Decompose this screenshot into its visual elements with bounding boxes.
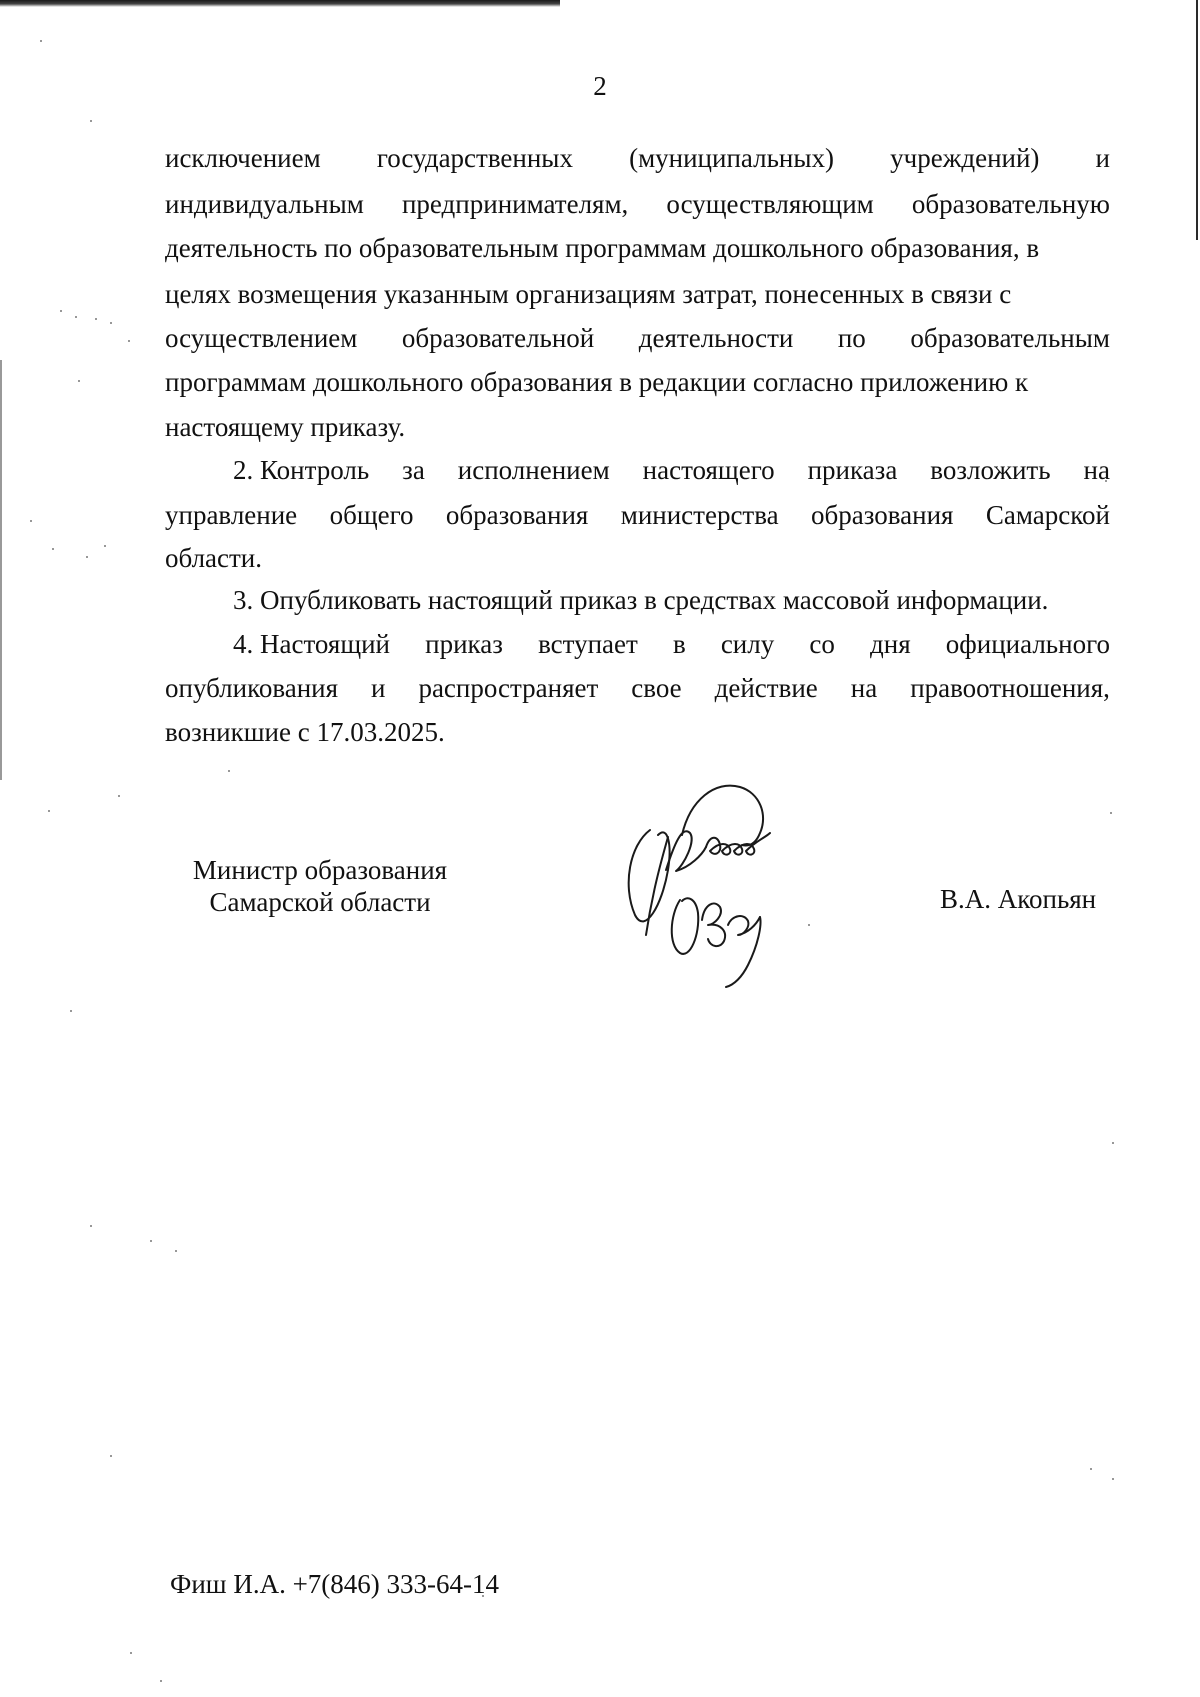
word: министерства <box>620 500 779 530</box>
word: дня <box>870 629 911 659</box>
word: учреждений) <box>890 143 1040 173</box>
word: (муниципальных) <box>629 143 834 173</box>
word: государственных <box>376 143 573 173</box>
word: образования <box>445 500 589 530</box>
word: и <box>1095 143 1110 173</box>
word: приказа <box>807 455 898 485</box>
word: по <box>837 323 866 353</box>
paragraph-3-line-1: 3. Опубликовать настоящий приказ в средствах массовой информации. <box>233 585 1049 615</box>
word: официального <box>945 629 1110 659</box>
word: осуществляющим <box>666 189 874 219</box>
scan-top-edge <box>0 0 560 7</box>
signatory-title-line-1: Министр образования <box>192 855 448 885</box>
paragraph-1-line-2 <box>165 184 1110 224</box>
paragraph-1-line-1 <box>165 138 1110 178</box>
word: правоотношения, <box>910 673 1110 703</box>
word: предпринимателям, <box>401 189 629 219</box>
paragraph-2-line-3: области. <box>165 543 263 573</box>
word: 4. Настоящий <box>233 629 391 659</box>
scan-left-edge <box>0 360 2 780</box>
word: свое <box>631 673 682 703</box>
word: возложить <box>930 455 1051 485</box>
signatory-title <box>170 854 470 918</box>
word: исключением <box>165 143 321 173</box>
word: образовательную <box>911 189 1110 219</box>
word: вступает <box>538 629 638 659</box>
word: 2. Контроль <box>233 455 370 485</box>
word: приказ <box>425 629 503 659</box>
paragraph-4-line-2 <box>165 668 1110 708</box>
word: осуществлением <box>165 323 358 353</box>
word: образовательным <box>910 323 1110 353</box>
word: образования <box>811 500 954 530</box>
word: настоящего <box>642 455 775 485</box>
word: и <box>371 673 386 703</box>
word: Самарской <box>985 500 1110 530</box>
word: деятельности <box>638 323 794 353</box>
handwritten-signature <box>610 775 810 990</box>
page-number: 2 <box>593 71 607 101</box>
word: на <box>850 673 878 703</box>
word: опубликования <box>165 673 339 703</box>
word: образовательной <box>401 323 595 353</box>
word: за <box>402 455 425 485</box>
paragraph-4-line-3: возникшие с 17.03.2025. <box>165 717 445 747</box>
word: со <box>809 629 835 659</box>
scan-right-edge <box>1196 0 1198 240</box>
signatory-title-line-2: Самарской области <box>209 887 431 917</box>
paragraph-1-line-4: целях возмещения указанным организациям затрат, понесенных в связи с <box>165 279 1012 309</box>
word: распространяет <box>418 673 599 703</box>
executor-contact: Фиш И.А. +7(846) 333-64-14 <box>170 1569 500 1599</box>
paragraph-2-line-1 <box>233 450 1110 490</box>
word: исполнением <box>457 455 610 485</box>
signatory-name: В.А. Акопьян <box>940 884 1097 914</box>
word: действие <box>714 673 818 703</box>
paragraph-4-line-1 <box>233 624 1110 664</box>
word: силу <box>720 629 775 659</box>
word: в <box>672 629 686 659</box>
paragraph-2-line-2 <box>165 495 1110 535</box>
paragraph-1-line-7: настоящему приказу. <box>165 412 406 442</box>
word: управление <box>165 500 298 530</box>
paragraph-1-line-5 <box>165 318 1110 358</box>
paragraph-1-line-3: деятельность по образовательным программам дошкольного образования, в <box>165 233 1040 263</box>
word: индивидуальным <box>165 189 364 219</box>
paragraph-1-line-6: программам дошкольного образования в редакции согласно приложению к <box>165 367 1029 397</box>
word: общего <box>329 500 414 530</box>
word: на <box>1083 455 1110 485</box>
